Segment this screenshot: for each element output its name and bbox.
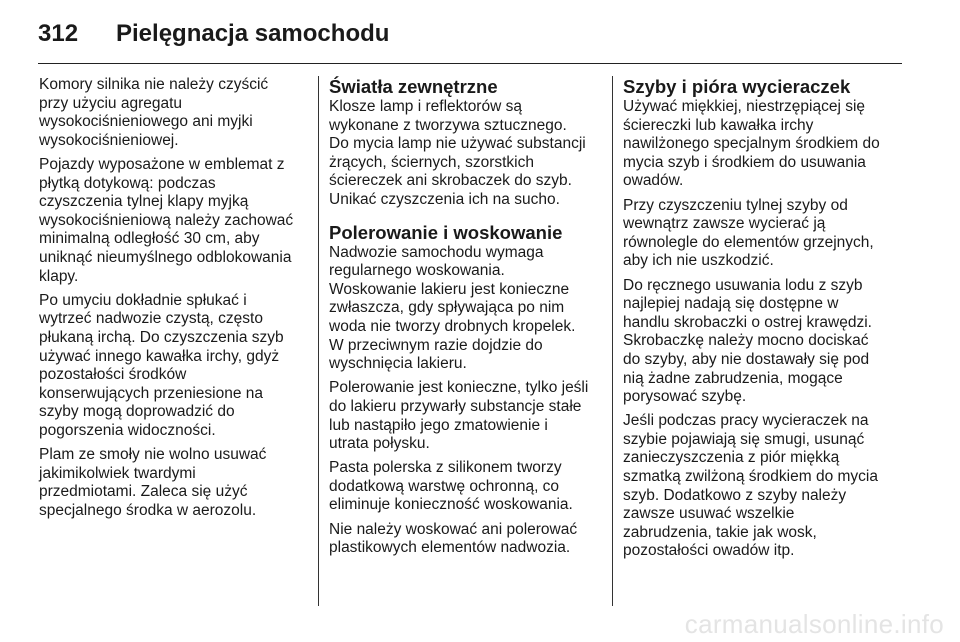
paragraph: Komory silnika nie należy czyścić przy użyciu agregatu wysokociśnieniowego ani myjki wysokociśnieniowej. bbox=[39, 76, 269, 149]
paragraph: Klosze lamp i reflektorów są wykonane z tworzywa sztucznego. Do mycia lamp nie używać substancji żrących, ściernych, szorstkich ściereczek ani skrobaczek do szyb. Unikać czyszczenia ich na sucho. bbox=[329, 98, 586, 208]
column-divider bbox=[318, 76, 319, 606]
page-title: Pielęgnacja samochodu bbox=[116, 20, 390, 47]
section-heading: Światła zewnętrzne bbox=[329, 76, 498, 97]
paragraph: Pojazdy wyposażone w emblemat z płytką dotykową: podczas czyszczenia tylnej klapy myjką wysokociśnieniową należy zachować minimalną odległość 30 cm, aby uniknąć nieumyślnego odblokowania klapy. bbox=[39, 155, 294, 285]
paragraph: Plam ze smoły nie wolno usuwać jakimikolwiek twardymi przedmiotami. Zaleca się użyć specjalnego środka w aerozolu. bbox=[39, 446, 267, 519]
section-heading: Szyby i pióra wycieraczek bbox=[623, 76, 851, 97]
page-header bbox=[38, 14, 389, 54]
paragraph: Po umyciu dokładnie spłukać i wytrzeć nadwozie czystą, często płukaną irchą. Do czyszczenia szyb używać innego kawałka irchy, gdyż pozostałości środków konserwujących przeniesione na szyby mogą doprowadzić do pogorszenia widoczności. bbox=[39, 291, 284, 439]
column-3 bbox=[623, 76, 905, 567]
paragraph: Jeśli podczas pracy wycieraczek na szybie pojawiają się smugi, usunąć zanieczyszczenia z piór miękką szmatką zwilżoną środkiem do mycia szyb. Dodatkowo z szyby należy zawsze usuwać wszelkie zabrudzenia, takie jak wosk, pozostałości owadów itp. bbox=[623, 412, 878, 560]
header-rule bbox=[38, 63, 902, 64]
column-2 bbox=[329, 76, 605, 563]
paragraph: Używać miękkiej, niestrzępiącej się ściereczki lub kawałka irchy nawilżonego specjalnym środkiem do mycia szyb i środkiem do usuwania owadów. bbox=[623, 98, 880, 190]
page-number: 312 bbox=[38, 20, 79, 47]
column-divider bbox=[612, 76, 613, 606]
paragraph: Nie należy woskować ani polerować plastikowych elementów nadwozia. bbox=[329, 520, 578, 557]
paragraph: Przy czyszczeniu tylnej szyby od wewnątrz zawsze wycierać ją równolegle do elementów grzejnych, aby ich nie uszkodzić. bbox=[623, 196, 874, 270]
paragraph: Polerowanie jest konieczne, tylko jeśli do lakieru przywarły substancje stałe lub nastąpiło jego zmatowienie i utrata połysku. bbox=[329, 379, 589, 453]
section-heading: Polerowanie i woskowanie bbox=[329, 221, 563, 243]
paragraph: Do ręcznego usuwania lodu z szyb najlepiej nadają się dostępne w handlu skrobaczki o ostrej krawędzi. Skrobaczkę należy mocno dociskać do szyby, aby nie dostawały się pod nią żadne zabrudzenia, mogące porysować szybę. bbox=[623, 276, 872, 406]
paragraph: Nadwozie samochodu wymaga regularnego woskowania. Woskowanie lakieru jest konieczne zwłaszcza, gdy spływająca po nim woda nie tworzy drobnych kropelek. W przeciwnym razie dojdzie do wyschnięcia lakieru. bbox=[329, 243, 576, 373]
watermark: carmanualsonline.info bbox=[684, 609, 944, 639]
column-1 bbox=[39, 76, 311, 526]
paragraph: Pasta polerska z silikonem tworzy dodatkową warstwę ochronną, co eliminuje konieczność woskowania. bbox=[329, 459, 573, 514]
